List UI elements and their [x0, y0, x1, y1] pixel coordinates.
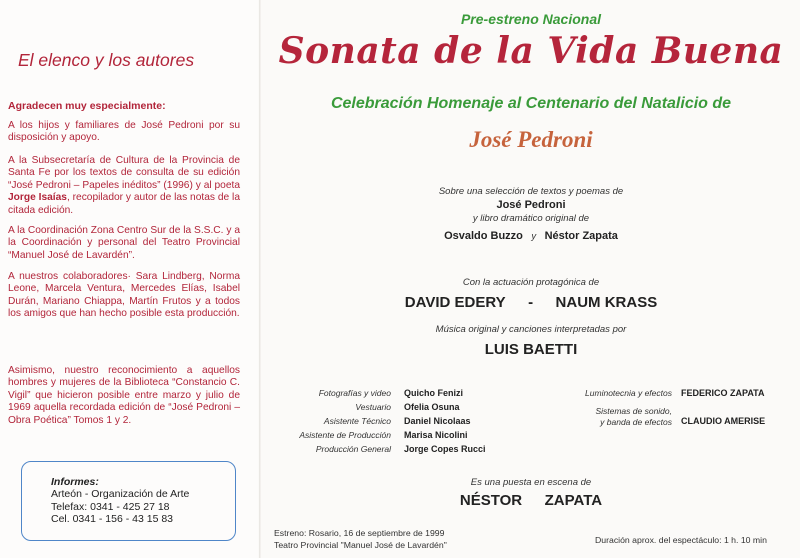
info-phone: Telefax: 0341 - 425 27 18: [51, 500, 170, 513]
actuacion-line: Con la actuación protagónica de: [462, 277, 600, 288]
show-title: Sonata de la Vida Buena: [278, 30, 784, 72]
info-cell: Cel. 0341 - 156 - 43 15 83: [51, 512, 174, 525]
info-box: [21, 461, 236, 541]
selection-author: José Pedroni: [496, 199, 566, 211]
credit-role-sound-1: Sistemas de sonido,: [595, 406, 672, 416]
director-line: [262, 492, 800, 510]
thanks-paragraph-culture: [8, 155, 240, 217]
credit-name-prod-assist: Marisa Nicolini: [404, 430, 468, 440]
cast-authors-heading: El elenco y los autores: [18, 50, 195, 70]
thanks-paragraph-collaborators: A nuestros colaboradores· Sara Lindberg, Norma Leone, Marcela Ventura, Mercedes Elías, Isabel Durán, Mariano Chiappa, Martín Frutos y a todos los amigos que han hecho posible esta producción.: [8, 271, 240, 320]
thanks-heading: Agradecen muy especialmente:: [8, 100, 166, 112]
estreno-line-2: Teatro Provincial "Manuel José de Lavardén": [274, 540, 447, 550]
writer-and: y: [531, 231, 537, 242]
credit-role-prod-general: Producción General: [315, 444, 391, 454]
thanks-paragraph-coordination: A la Coordinación Zona Centro Sur de la S.S.C. y a la Coordinación y personal del Teatro Provincial “Manuel José de Lavardén”.: [8, 225, 240, 261]
credit-name-prod-general: Jorge Copes Rucci: [404, 444, 486, 454]
musica-line: Música original y canciones interpretadas por: [435, 324, 627, 335]
puesta-line: Es una puesta en escena de: [470, 477, 592, 488]
musician-name: LUIS BAETTI: [484, 341, 578, 358]
duration: Duración aprox. del espectáculo: 1 h. 10 min: [595, 535, 767, 545]
honoree-name: José Pedroni: [469, 127, 593, 152]
credit-role-prod-assist: Asistente de Producción: [299, 430, 391, 440]
credit-name-lighting: FEDERICO ZAPATA: [681, 388, 765, 398]
writers-line: [262, 226, 800, 244]
actor-2: NAUM KRASS: [555, 294, 658, 311]
director-last: ZAPATA: [544, 492, 603, 509]
pre-title: Pre-estreno Nacional: [460, 11, 602, 27]
libro-line: y libro dramático original de: [472, 213, 590, 224]
right-panel: [262, 0, 800, 558]
credit-name-photo: Quicho Fenizi: [404, 388, 464, 398]
thanks-paragraph-family: A los hijos y familiares de José Pedroni por su disposición y apoyo.: [8, 120, 240, 144]
celebration-subtitle: Celebración Homenaje al Centenario del Natalicio de: [330, 95, 732, 112]
credit-role-sound-2: y banda de efectos: [600, 417, 672, 427]
credit-role-costume: Vestuario: [355, 402, 391, 412]
credit-role-lighting: Luminotecnia y efectos: [585, 388, 672, 398]
credit-role-photo: Fotografías y video: [318, 388, 391, 398]
info-heading: Informes:: [51, 476, 99, 488]
writer-1: Osvaldo Buzzo: [444, 230, 523, 242]
actor-1: DAVID EDERY: [404, 294, 506, 311]
credit-name-costume: Ofelia Osuna: [404, 402, 460, 412]
writer-2: Néstor Zapata: [544, 230, 618, 242]
estreno-line-1: Estreno: Rosario, 16 de septiembre de 1999: [274, 528, 445, 538]
poet-name: Jorge Isaías: [8, 192, 67, 204]
credit-role-tech: Asistente Técnico: [323, 416, 391, 426]
credit-name-sound: CLAUDIO AMERISE: [681, 416, 766, 426]
info-org: Arteón - Organización de Arte: [51, 488, 190, 501]
left-panel: [0, 0, 258, 558]
director-first: NÉSTOR: [459, 492, 523, 509]
actors-line: [262, 294, 800, 312]
thanks-culture-text: A la Subsecretaría de Cultura de la Provincia de Santa Fe por los textos de consulta de su edición “José Pedroni – Papeles inéditos” (1996) y al poeta: [8, 155, 240, 191]
thanks-paragraph-library: Asimismo, nuestro reconocimiento a aquellos hombres y mujeres de la Biblioteca “Constancio C. Vigil” que hicieron posible entre marzo y julio de 1969 aquella recordada edición de “José Pedroni – Obra Poética” Tomos 1 y 2.: [8, 365, 240, 426]
selection-line: Sobre una selección de textos y poemas de: [438, 186, 624, 197]
thanks-culture-tail: , recopilador y autor de las notas de la citada edición.: [8, 192, 240, 216]
fold-divider: [259, 0, 261, 558]
actor-separator: -: [528, 294, 534, 311]
credit-name-tech: Daniel Nicolaas: [404, 416, 471, 426]
